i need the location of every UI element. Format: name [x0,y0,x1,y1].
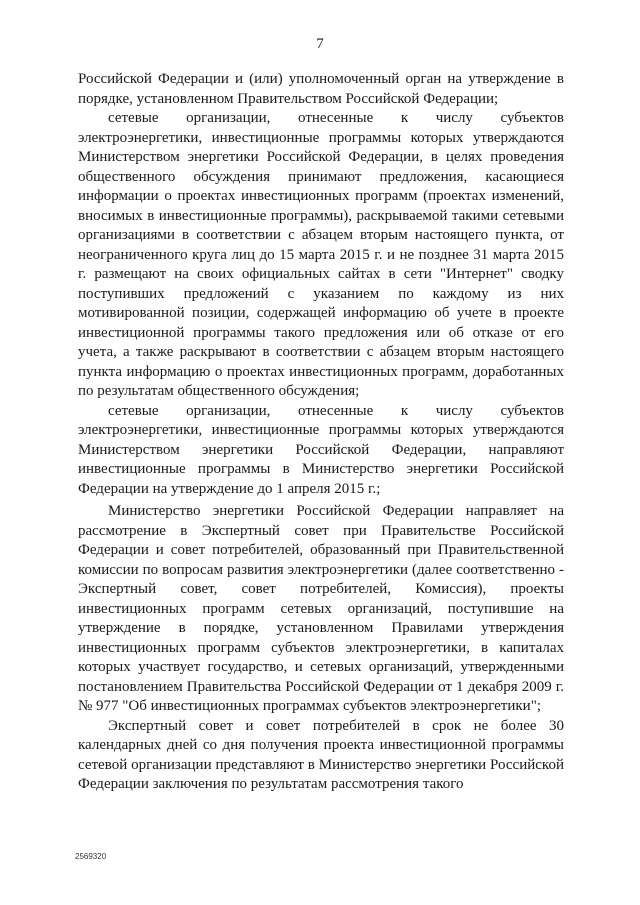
document-code: 2569320 [75,852,107,861]
paragraph-expert-council: Экспертный совет и совет потребителей в срок не более 30 календарных дней со дня получения проекта инвестиционной программы сетевой организации представляют в Министерство энергетики Российской Федерации заключения по результатам рассмотрения такого [78,717,564,792]
paragraph-public-discussion: сетевые организации, отнесенные к числу субъектов электроэнергетики, инвестиционные программы которых утверждаются Министерством энергетики Российской Федерации, в целях проведения общественного обсуждения принимают предложения, касающиеся информации о проектах инвестиционных программ (проектах изменений, вносимых в инвестиционные программы), раскрываемой такими сетевыми организациями в соответствии с абзацем вторым настоящего пункта, от неограниченного круга лиц до 15 марта 2015 г. и не позднее 31 марта 2015 г. размещают на своих официальных сайтах в сети "Интернет" сводку поступивших предложений с указанием по каждому из них мотивированной позиции, содержащей информацию об учете в проекте инвестиционной программы такого предложения или об отказе от его учета, а также раскрывают в соответствии с абзацем вторым настоящего пункта информацию о проектах инвестиционных программ, доработанных по результатам общественного обсуждения; [78,110,564,399]
document-body [78,70,564,795]
paragraph-ministry-review: Министерство энергетики Российской Федерации направляет на рассмотрение в Экспертный совет при Правительстве Российской Федерации и совет потребителей, образованный при Правительственной комиссии по вопросам развития электроэнергетики (далее соответственно - Экспертный совет, совет потребителей, Комиссия), проекты инвестиционных программ сетевых организаций, поступившие на утверждение в порядке, установленном Правилами утверждения инвестиционных программ субъектов электроэнергетики, в капиталах которых участвует государство, и сетевых организаций, утвержденными постановлением Правительства Российской Федерации от 1 декабря 2009 г. № 977 "Об инвестиционных программах субъектов электроэнергетики"; [78,503,564,714]
paragraph-continuation: Российской Федерации и (или) уполномоченный орган на утверждение в порядке, установленном Правительством Российской Федерации; [78,71,564,107]
page-number: 7 [316,36,324,52]
paragraph-submission-deadline: сетевые организации, отнесенные к числу субъектов электроэнергетики, инвестиционные программы которых утверждаются Министерством энергетики Российской Федерации, направляют инвестиционные программы в Министерство энергетики Российской Федерации на утверждение до 1 апреля 2015 г.; [78,402,564,497]
